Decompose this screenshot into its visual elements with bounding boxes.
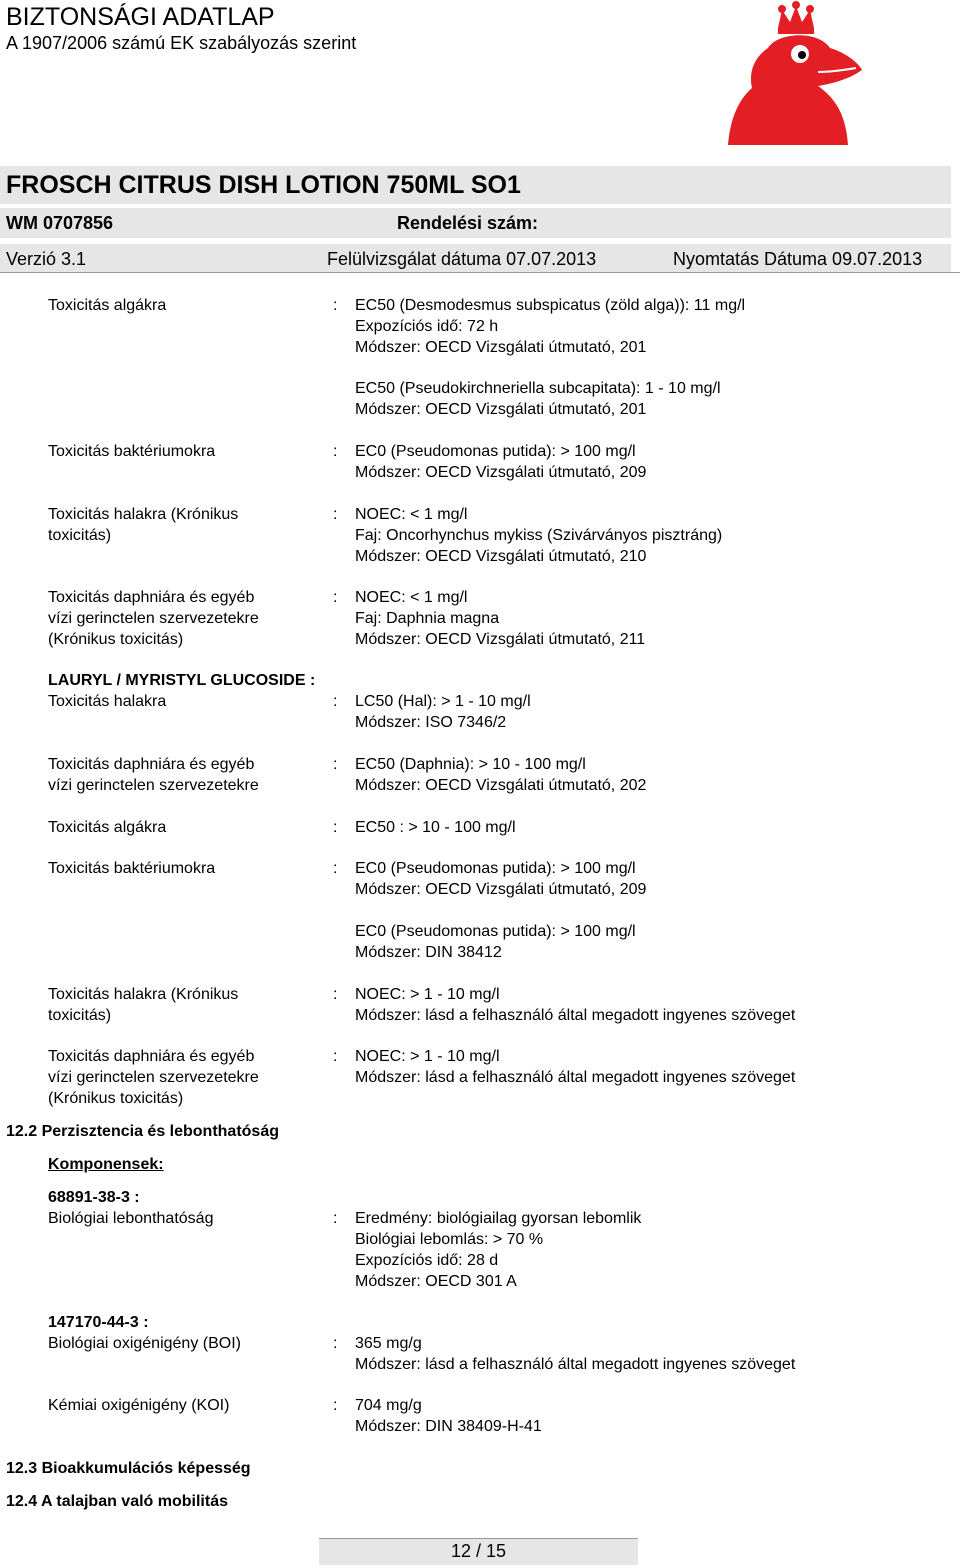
- daphnia-chronic-label: Toxicitás daphniára és egyéb: [48, 589, 255, 606]
- biodegradability-value: Eredmény: biológiailag gyorsan lebomlik: [355, 1210, 642, 1227]
- fish-chronic-value: NOEC: < 1 mg/l: [355, 506, 468, 523]
- bod-value: Módszer: lásd a felhasználó által megadott ingyenes szöveget: [355, 1356, 796, 1373]
- colon: :: [333, 819, 338, 836]
- daphnia-chronic-label: vízi gerinctelen szervezetekre: [48, 1069, 259, 1086]
- cod-value: Módszer: DIN 38409-H-41: [355, 1418, 542, 1435]
- daphnia-chronic-label: Toxicitás daphniára és egyéb: [48, 1048, 255, 1065]
- document-title: BIZTONSÁGI ADATLAP: [6, 3, 275, 31]
- algae-value: EC50 (Desmodesmus subspicatus (zöld alga)): 11 mg/l: [355, 297, 746, 314]
- biodegradability-value: Biológiai lebomlás: > 70 %: [355, 1231, 544, 1248]
- bacteria-toxicity-label: Toxicitás baktériumokra: [48, 860, 216, 877]
- bacteria-value: EC0 (Pseudomonas putida): > 100 mg/l: [355, 923, 636, 940]
- algae-value: Expozíciós idő: 72 h: [355, 318, 499, 335]
- algae-value: Módszer: OECD Vizsgálati útmutató, 201: [355, 339, 647, 356]
- header-divider: [0, 272, 960, 273]
- daphnia-chronic-value: Módszer: lásd a felhasználó által megadott ingyenes szöveget: [355, 1069, 796, 1086]
- daphnia-value: EC50 (Daphnia): > 10 - 100 mg/l: [355, 756, 586, 773]
- review-date: Felülvizsgálat dátuma 07.07.2013: [327, 249, 597, 269]
- fish-value: Módszer: ISO 7346/2: [355, 714, 507, 731]
- biodegradability-value: Módszer: OECD 301 A: [355, 1273, 517, 1290]
- biodegradability-label: Biológiai lebonthatóság: [48, 1210, 214, 1227]
- fish-chronic-value: Módszer: OECD Vizsgálati útmutató, 210: [355, 548, 647, 565]
- bacteria-value: EC0 (Pseudomonas putida): > 100 mg/l: [355, 443, 636, 460]
- fish-chronic-label: Toxicitás halakra (Krónikus: [48, 506, 239, 523]
- product-name: FROSCH CITRUS DISH LOTION 750ML SO1: [6, 171, 521, 199]
- fish-chronic-label: Toxicitás halakra (Krónikus: [48, 986, 239, 1003]
- frog-crown-logo-icon: [718, 0, 868, 150]
- daphnia-chronic-value: NOEC: < 1 mg/l: [355, 589, 468, 606]
- fish-chronic-value: NOEC: > 1 - 10 mg/l: [355, 986, 500, 1003]
- algae-toxicity-label: Toxicitás algákra: [48, 819, 167, 836]
- fish-toxicity-label: Toxicitás halakra: [48, 693, 167, 710]
- daphnia-chronic-value: Módszer: OECD Vizsgálati útmutató, 211: [355, 631, 646, 648]
- colon: :: [333, 1397, 338, 1414]
- fish-chronic-value: Faj: Oncorhynchus mykiss (Szivárványos pisztráng): [355, 527, 723, 544]
- fish-chronic-label: toxicitás): [48, 527, 112, 544]
- daphnia-chronic-label: vízi gerinctelen szervezetekre: [48, 610, 259, 627]
- biodegradability-value: Expozíciós idő: 28 d: [355, 1252, 499, 1269]
- cod-value: 704 mg/g: [355, 1397, 422, 1414]
- colon: :: [333, 756, 338, 773]
- colon: :: [333, 1210, 338, 1227]
- document-subtitle: A 1907/2006 számú EK szabályozás szerint: [6, 33, 357, 53]
- algae-value: Módszer: OECD Vizsgálati útmutató, 201: [355, 401, 647, 418]
- colon: :: [333, 860, 338, 877]
- daphnia-toxicity-label: Toxicitás daphniára és egyéb: [48, 756, 255, 773]
- bacteria-value: Módszer: OECD Vizsgálati útmutató, 209: [355, 464, 647, 481]
- bacteria-value: Módszer: DIN 38412: [355, 944, 502, 961]
- colon: :: [333, 443, 338, 460]
- daphnia-toxicity-label: vízi gerinctelen szervezetekre: [48, 777, 259, 794]
- bacteria-toxicity-label: Toxicitás baktériumokra: [48, 443, 216, 460]
- section-heading-12-4: 12.4 A talajban való mobilitás: [6, 1493, 228, 1510]
- fish-chronic-label: toxicitás): [48, 1007, 112, 1024]
- print-date: Nyomtatás Dátuma 09.07.2013: [673, 249, 923, 269]
- daphnia-value: Módszer: OECD Vizsgálati útmutató, 202: [355, 777, 647, 794]
- colon: :: [333, 1048, 338, 1065]
- daphnia-chronic-value: NOEC: > 1 - 10 mg/l: [355, 1048, 500, 1065]
- components-heading: Komponensek:: [48, 1156, 164, 1173]
- cas-number: 147170-44-3 :: [48, 1314, 149, 1331]
- section-heading-12-3: 12.3 Bioakkumulációs képesség: [6, 1460, 251, 1477]
- substance-heading: LAURYL / MYRISTYL GLUCOSIDE :: [48, 672, 316, 689]
- version-label: Verzió 3.1: [6, 249, 87, 269]
- cod-label: Kémiai oxigénigény (KOI): [48, 1397, 230, 1414]
- section-heading-12-2: 12.2 Perzisztencia és lebonthatóság: [6, 1123, 279, 1140]
- fish-chronic-value: Módszer: lásd a felhasználó által megadott ingyenes szöveget: [355, 1007, 796, 1024]
- bod-value: 365 mg/g: [355, 1335, 422, 1352]
- daphnia-chronic-label: (Krónikus toxicitás): [48, 631, 184, 648]
- algae-toxicity-label: Toxicitás algákra: [48, 297, 167, 314]
- bod-label: Biológiai oxigénigény (BOI): [48, 1335, 241, 1352]
- colon: :: [333, 693, 338, 710]
- bacteria-value: Módszer: OECD Vizsgálati útmutató, 209: [355, 881, 647, 898]
- colon: :: [333, 506, 338, 523]
- daphnia-chronic-value: Faj: Daphnia magna: [355, 610, 500, 627]
- cas-number: 68891-38-3 :: [48, 1189, 140, 1206]
- fish-value: LC50 (Hal): > 1 - 10 mg/l: [355, 693, 531, 710]
- colon: :: [333, 1335, 338, 1352]
- order-number-label: Rendelési szám:: [397, 213, 539, 233]
- algae-value: EC50 (Pseudokirchneriella subcapitata): 1 - 10 mg/l: [355, 380, 721, 397]
- wm-number: WM 0707856: [6, 213, 114, 233]
- algae-value: EC50 : > 10 - 100 mg/l: [355, 819, 516, 836]
- daphnia-chronic-label: (Krónikus toxicitás): [48, 1090, 184, 1107]
- bacteria-value: EC0 (Pseudomonas putida): > 100 mg/l: [355, 860, 636, 877]
- colon: :: [333, 297, 338, 314]
- page-number: 12 / 15: [450, 1541, 507, 1561]
- colon: :: [333, 986, 338, 1003]
- colon: :: [333, 589, 338, 606]
